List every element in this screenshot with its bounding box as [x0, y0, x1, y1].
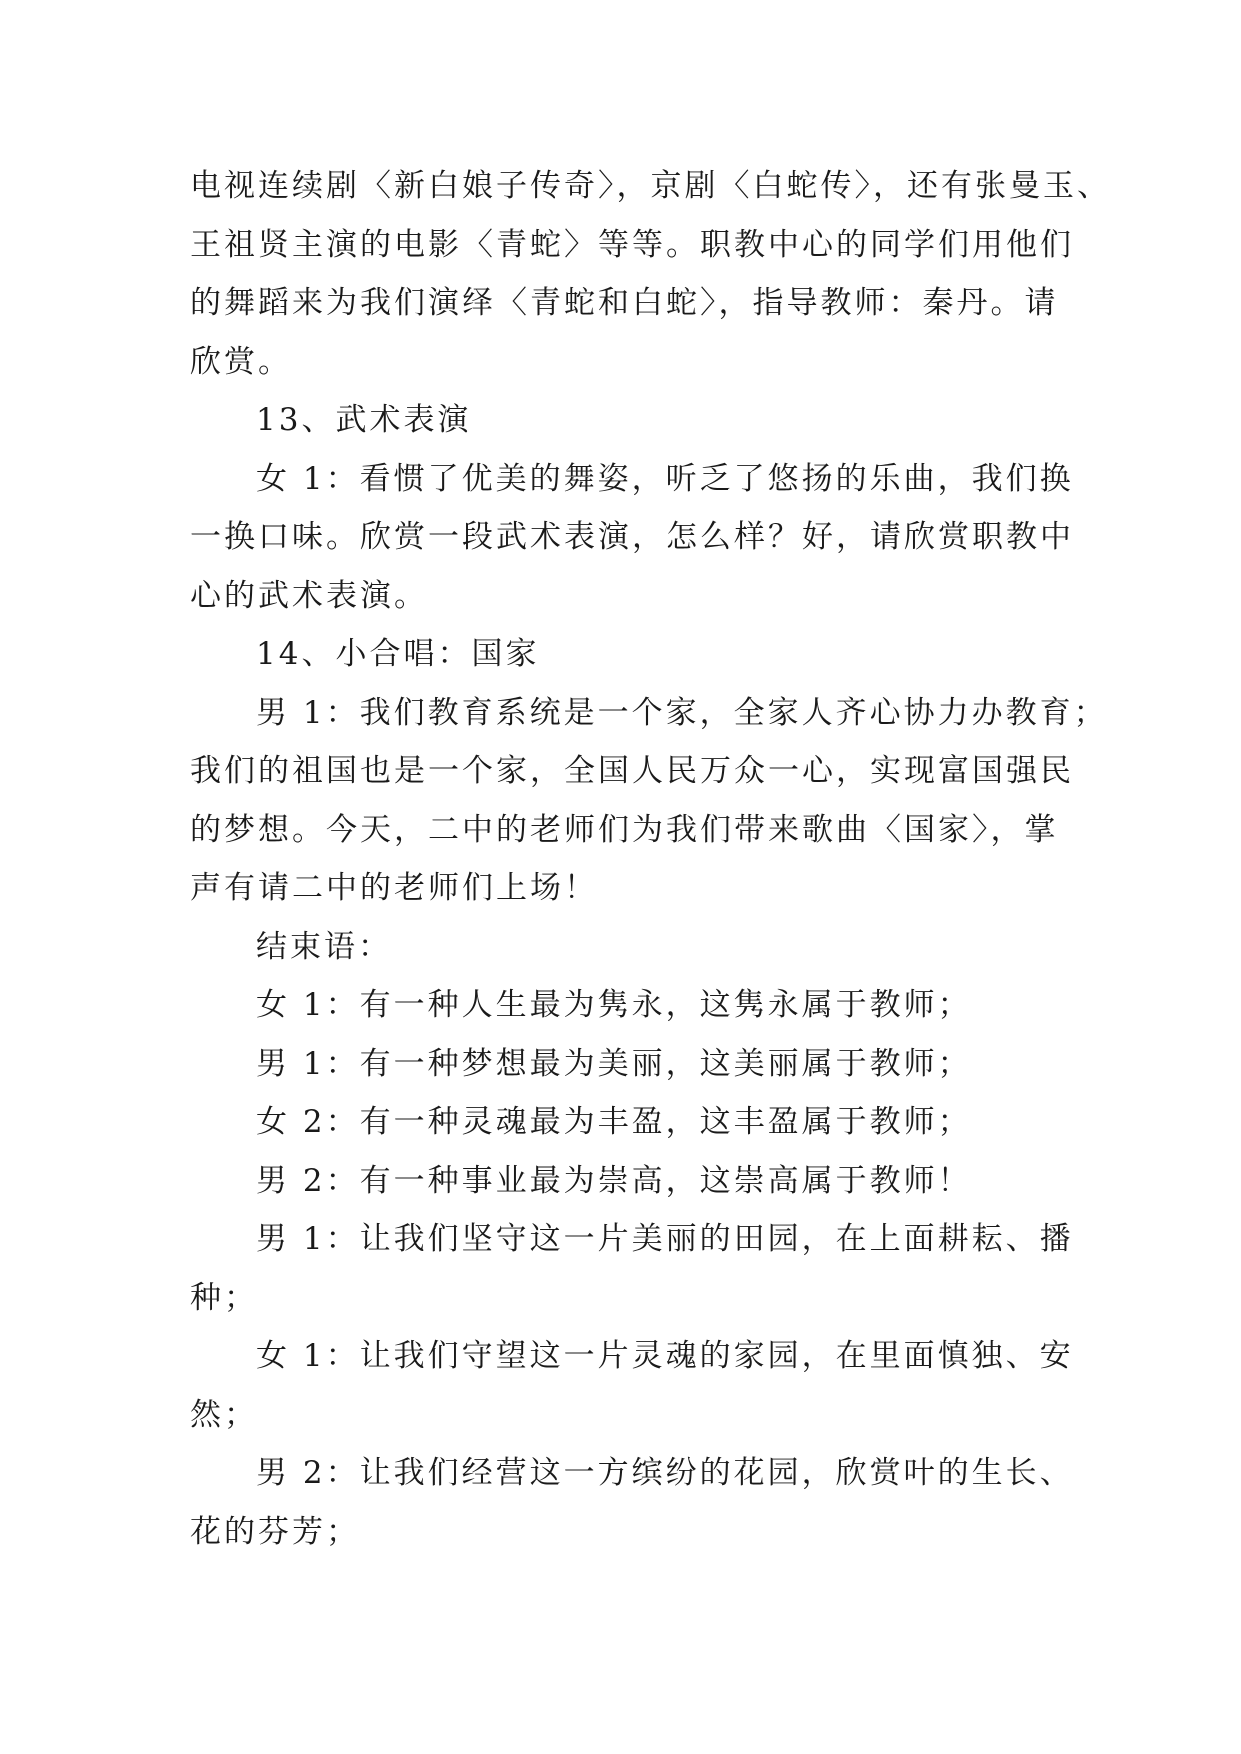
- text-line: 男 2：有一种事业最为崇高，这崇高属于教师！: [256, 1162, 972, 1199]
- text-line: 男 1：我们教育系统是一个家，全家人齐心协力办教育；: [256, 694, 1108, 731]
- text-line: 王祖贤主演的电影〈青蛇〉等等。职教中心的同学们用他们: [190, 226, 1074, 263]
- text-line: 种；: [190, 1279, 258, 1316]
- text-line: 声有请二中的老师们上场！: [190, 870, 598, 906]
- text-line: 心的武术表演。: [190, 577, 428, 614]
- text-line: 的舞蹈来为我们演绎〈青蛇和白蛇〉，指导教师：秦丹。请: [190, 285, 1059, 321]
- document-body: [190, 157, 1111, 1561]
- section-heading: 13、武术表演: [256, 402, 472, 438]
- section-heading: 14、小合唱：国家: [256, 636, 540, 672]
- text-line: 一换口味。欣赏一段武术表演，怎么样？好，请欣赏职教中: [190, 519, 1074, 555]
- text-line: 的梦想。今天，二中的老师们为我们带来歌曲〈国家〉，掌: [190, 811, 1059, 848]
- text-line: 男 1：让我们坚守这一片美丽的田园，在上面耕耘、播: [256, 1221, 1074, 1257]
- text-line: 花的芬芳；: [190, 1513, 360, 1550]
- text-line: 女 1：看惯了优美的舞姿，听乏了悠扬的乐曲，我们换: [256, 460, 1074, 497]
- text-line: 男 2：让我们经营这一方缤纷的花园，欣赏叶的生长、: [256, 1455, 1074, 1491]
- text-line: 女 1：有一种人生最为隽永，这隽永属于教师；: [256, 987, 972, 1023]
- section-heading: 结束语：: [256, 928, 392, 965]
- text-line: 男 1：有一种梦想最为美丽，这美丽属于教师；: [256, 1045, 972, 1082]
- text-line: 欣赏。: [190, 343, 292, 380]
- text-line: 我们的祖国也是一个家，全国人民万众一心，实现富国强民: [190, 753, 1074, 789]
- text-line: 女 2：有一种灵魂最为丰盈，这丰盈属于教师；: [256, 1104, 972, 1140]
- text-line: 电视连续剧〈新白娘子传奇〉，京剧〈白蛇传〉，还有张曼玉、: [190, 168, 1111, 204]
- text-line: 然；: [190, 1396, 258, 1433]
- text-line: 女 1：让我们守望这一片灵魂的家园，在里面慎独、安: [256, 1338, 1074, 1374]
